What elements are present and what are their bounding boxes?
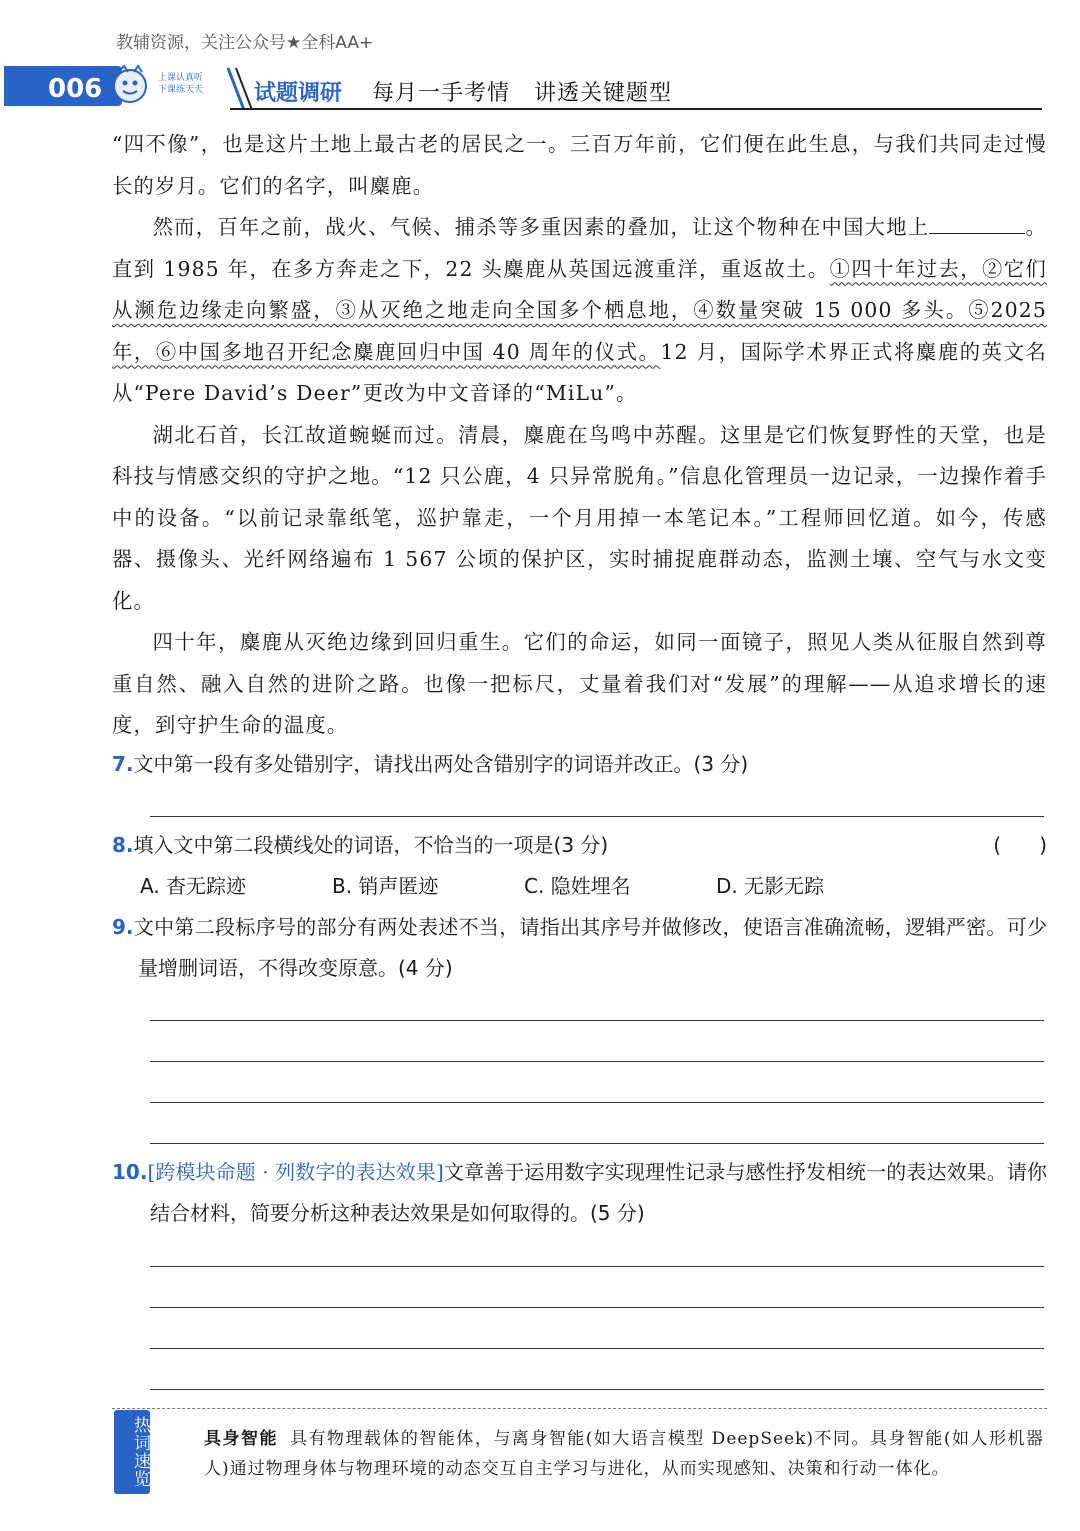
column-name: 试题调研: [254, 81, 343, 106]
answer-line-q10-1[interactable]: [150, 1266, 1044, 1267]
paragraph-4: 四十年，麋鹿从灭绝边缘到回归重生。它们的命运，如同一面镜子，照见人类从征服自然到尊重自然、融入自然的进阶之路。也像一把标尺，丈量着我们对“发展”的理解——从追求增长的速度，到守护生命的温度。: [112, 630, 1047, 737]
hot-words-divider: [112, 1408, 1047, 1410]
option-a: A. 杳无踪迹: [140, 874, 247, 898]
page-number: 006: [48, 74, 103, 104]
answer-line-q7[interactable]: [150, 816, 1044, 817]
hot-words-label: 热词速览: [114, 1410, 150, 1494]
answer-line-q9-3[interactable]: [150, 1102, 1044, 1103]
answer-line-q10-2[interactable]: [150, 1307, 1044, 1308]
question-8-options: [140, 866, 1040, 907]
question-8: [112, 825, 1047, 866]
question-9: [112, 907, 1047, 989]
question-9-number: 9.: [112, 915, 134, 939]
question-9-text: 文中第二段标序号的部分有两处表述不当，请指出其序号并做修改，使语言准确流畅，逻辑严密。可少量增删词语，不得改变原意。(4 分): [133, 915, 1047, 980]
slogan-line-2: 下课练天天: [158, 85, 204, 95]
hot-words-entry: [204, 1424, 1044, 1484]
answer-line-q9-4[interactable]: [150, 1143, 1044, 1144]
question-7-text: 文中第一段有多处错别字，请找出两处含错别字的词语并改正。(3 分): [133, 752, 749, 776]
mascot-icon: [104, 62, 154, 108]
question-10-tag: [跨模块命题 · 列数字的表达效果]: [147, 1160, 444, 1184]
hot-word-definition: 具有物理载体的智能体，与离身智能(如大语言模型 DeepSeek)不同。具身智能(如人形机器人)通过物理身体与物理环境的动态交互自主学习与进化，从而实现感知、决策和行动一体化。: [204, 1429, 1044, 1479]
question-8-number: 8.: [112, 833, 134, 857]
option-d: D. 无影无踪: [716, 874, 825, 898]
fill-in-blank: [929, 211, 1025, 234]
answer-parentheses[interactable]: ( ): [993, 833, 1047, 857]
hot-words-box: [112, 1408, 1047, 1494]
page-header: [0, 62, 1080, 112]
paragraph-3: 湖北石首，长江故道蜿蜒而过。清晨，麋鹿在鸟鸣中苏醒。这里是它们恢复野性的天堂，也是科技与情感交织的守护之地。“12 只公鹿，4 只异常脱角。”信息化管理员一边记录，一边操作着手中的设备。“以前记录靠纸笔，巡护靠走，一个月用掉一本笔记本。”工程师回忆道。如今，传感器、摄像头、光纤网络遍布 1 567 公顷的保护区，实时捕捉鹿群动态，监测土壤、空气与水文变化。: [112, 422, 1047, 613]
question-7-number: 7.: [112, 752, 134, 776]
column-subtitle: 每月一手考情 讲透关键题型: [372, 81, 672, 106]
hot-word-term: 具身智能: [204, 1429, 278, 1449]
header-slogan: [158, 72, 230, 96]
answer-line-q9-2[interactable]: [150, 1061, 1044, 1062]
header-slash-decoration: [226, 66, 256, 110]
paragraph-2-tail: 12 月，国际学术界正式将麋鹿的英文名从“Pere David’s Deer”更改为中文音译的“MiLu”。: [112, 339, 1047, 405]
question-7: [112, 744, 1047, 785]
option-c: C. 隐姓埋名: [524, 874, 631, 898]
paragraph-1: “四不像”，也是这片土地上最古老的居民之一。三百万年前，它们便在此生息，与我们共同走过慢长的岁月。它们的名字，叫麋鹿。: [112, 132, 1047, 198]
question-10: [112, 1152, 1047, 1234]
answer-line-q10-3[interactable]: [150, 1348, 1044, 1349]
option-b: B. 销声匿迹: [332, 874, 439, 898]
paragraph-2-mid: 。直到 1985 年，在多方奔走之下，22 头麋鹿从英国远渡重洋，重返故土。: [112, 215, 1048, 281]
question-8-text: 填入文中第二段横线处的词语，不恰当的一项是(3 分): [133, 833, 609, 857]
reading-passage: [112, 124, 1047, 747]
slogan-line-1: 上课认真听: [158, 73, 204, 83]
answer-line-q10-4[interactable]: [150, 1389, 1044, 1390]
question-10-text: 文章善于运用数字实现理性记录与感性抒发相统一的表达效果。请你结合材料，简要分析这种表达效果是如何取得的。(5 分): [150, 1160, 1047, 1225]
question-10-number: 10.: [112, 1160, 148, 1184]
wavy-underlined-sentences: ①四十年过去，②它们从濒危边缘走向繁盛，③从灭绝之地走向全国多个栖息地，④数量突破 15 000 多头。⑤2025年，⑥中国多地召开纪念麋鹿回归中国 40 周年的仪式。: [112, 256, 1047, 364]
paragraph-2-lead: 然而，百年之前，战火、气候、捕杀等多重因素的叠加，让这个物种在中国大地上: [152, 215, 930, 239]
watermark-text: 教辅资源，关注公众号★全科AA+: [116, 33, 374, 53]
answer-line-q9-1[interactable]: [150, 1020, 1044, 1021]
header-rule: [230, 108, 1042, 110]
paragraph-2: [112, 207, 1047, 415]
